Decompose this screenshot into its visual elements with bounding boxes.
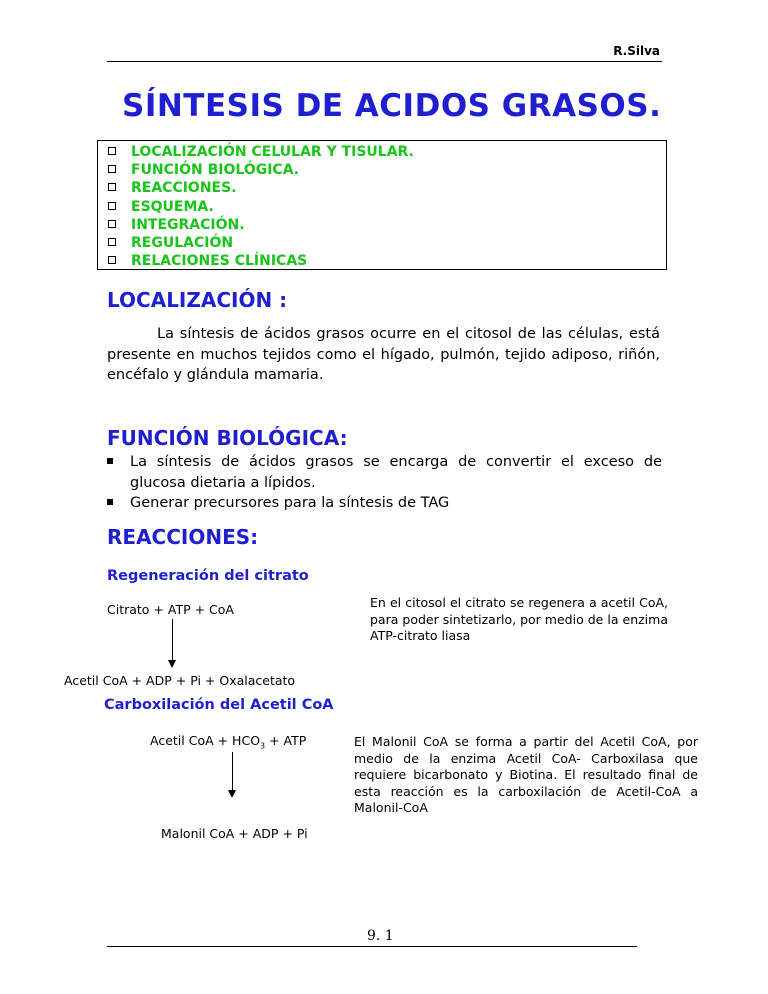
- carboxilacion-arrow-line: [232, 752, 233, 792]
- list-item: [107, 493, 662, 514]
- funcion-bullet-text: La síntesis de ácidos grasos se encarga de convertir el exceso de glucosa dietaria a lípidos.: [130, 454, 662, 491]
- checkbox-bullet-icon: [108, 220, 116, 228]
- carboxilacion-subheading: Carboxilación del Acetil CoA: [104, 697, 334, 713]
- toc-item: FUNCIÓN BIOLÓGICA.: [108, 161, 666, 179]
- toc-box: [97, 140, 667, 270]
- checkbox-bullet-icon: [108, 238, 116, 246]
- toc-item: LOCALIZACIÓN CELULAR Y TISULAR.: [108, 143, 666, 161]
- localizacion-paragraph: [107, 324, 660, 386]
- footer-rule: [107, 946, 637, 947]
- reacciones-heading: REACCIONES:: [107, 525, 259, 549]
- list-item: [107, 452, 662, 493]
- carboxilacion-products: Malonil CoA + ADP + Pi: [161, 826, 308, 841]
- toc-item: INTEGRACIÓN.: [108, 216, 666, 234]
- checkbox-bullet-icon: [108, 256, 116, 264]
- square-bullet-icon: [107, 458, 113, 464]
- citrato-subheading: Regeneración del citrato: [107, 568, 309, 584]
- funcion-heading: FUNCIÓN BIOLÓGICA:: [107, 426, 348, 450]
- toc-item: RELACIONES CLÍNICAS: [108, 252, 666, 270]
- funcion-list: [107, 452, 662, 514]
- header-rule: [107, 61, 662, 62]
- square-bullet-icon: [107, 499, 113, 505]
- funcion-bullet-text: Generar precursores para la síntesis de TAG: [130, 495, 450, 511]
- localizacion-heading: LOCALIZACIÓN :: [107, 288, 288, 312]
- arrow-down-icon: [228, 790, 236, 798]
- page-number: 9. 1: [367, 928, 394, 944]
- citrato-products: Acetil CoA + ADP + Pi + Oxalacetato: [64, 673, 296, 688]
- checkbox-bullet-icon: [108, 202, 116, 210]
- checkbox-bullet-icon: [108, 147, 116, 155]
- carboxilacion-note: El Malonil CoA se forma a partir del Acetil CoA, por medio de la enzima Acetil CoA- Carboxilasa que requiere bicarbonato y Biotina. El resultado final de esta reacción es la carboxilación de Acetil-CoA a Malonil-CoA: [354, 734, 698, 815]
- citrato-arrow-line: [172, 619, 173, 661]
- localizacion-text: La síntesis de ácidos grasos ocurre en el citosol de las células, está presente en muchos tejidos como el hígado, pulmón, tejido adiposo, riñón, encéfalo y glándula mamaria.: [107, 326, 660, 383]
- citrato-note: En el citosol el citrato se regenera a acetil CoA, para poder sintetizarlo, por medio de la enzima ATP-citrato liasa: [370, 595, 668, 643]
- toc-item: REGULACIÓN: [108, 234, 666, 252]
- toc-item: REACCIONES.: [108, 179, 666, 197]
- checkbox-bullet-icon: [108, 165, 116, 173]
- toc-item: ESQUEMA.: [108, 198, 666, 216]
- checkbox-bullet-icon: [108, 183, 116, 191]
- carboxilacion-reactants: Acetil CoA + $HCO_3$ + ATP: [150, 733, 307, 751]
- page-title: SÍNTESIS DE ACIDOS GRASOS.: [122, 88, 662, 124]
- author-label: R.Silva: [613, 44, 660, 58]
- arrow-down-icon: [168, 660, 176, 668]
- citrato-reactants: Citrato + ATP + CoA: [107, 602, 234, 617]
